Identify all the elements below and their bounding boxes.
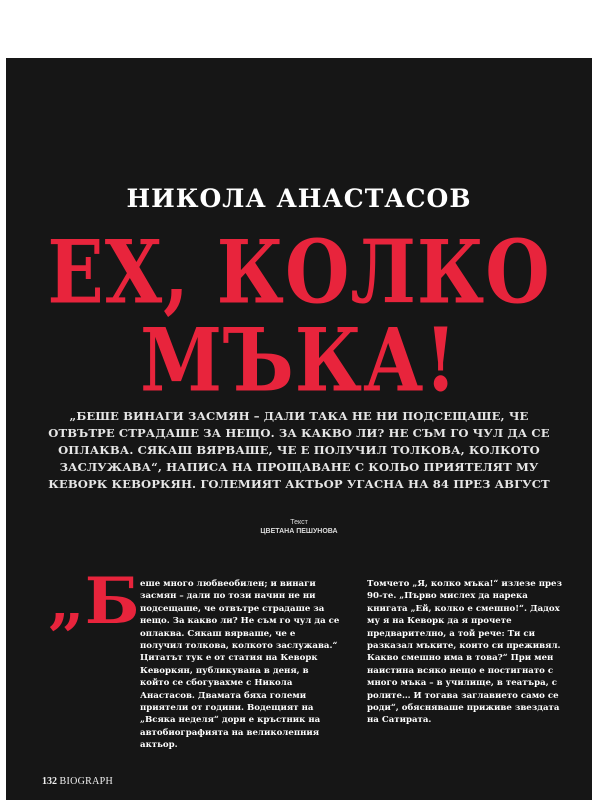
author-credit <box>186 518 412 537</box>
credit-name: ЦВЕТАНА ПЕШУНОВА <box>260 528 338 535</box>
article-lead: „БЕШЕ ВИНАГИ ЗАСМЯН – ДАЛИ ТАКА НЕ НИ ПОДСЕЩАШЕ, ЧЕ ОТВЪТРЕ СТРАДАШЕ ЗА НЕЩО. ЗА КАКВО ЛИ? НЕ СЪМ ГО ЧУЛ ДА СЕ ОПЛАКВА. СЯКАШ ВЯРВАШЕ, ЧЕ Е ПОЛУЧИЛ ТОЛКОВА, КОЛКОТО ЗАСЛУЖАВА“, НАПИСА НА ПРОЩАВАНЕ С КОЛЬО ПРИЯТЕЛЯТ МУ КЕВОРК КЕВОРКЯН. ГОЛЕМИЯТ АКТЬОР УГАСНА НА 84 ПРЕЗ АВГУСТ <box>48 409 550 491</box>
magazine-name: BIOGRAPH <box>59 776 114 787</box>
article-kicker: НИКОЛА АНАСТАСОВ <box>126 184 472 213</box>
headline-line-1: ЕХ, КОЛКО <box>47 222 551 324</box>
body-column-2: Томчето „Я, колко мъка!“ излезе през 90-те. „Първо мислех да нарека книгата „Ей, колко е смешно!“. Дадох му я на Кеворк да я прочете предварително, а той рече: Ти си разказал мъките, които си преживял. Какво смешно има в това?“ При мен наистина всяко нещо е постигнато с много мъка – в училище, в театъра, с ролите… И тогава заглавието само се роди“, обясняваше приживе звездата на Сатирата. <box>367 579 562 726</box>
credit-label: Текст <box>290 519 308 526</box>
headline-line-2: МЪКА! <box>140 310 458 412</box>
body-column-1: еше много любвеобилен; и винаги засмян – дали по този начин не ни подсещаше, че отвътре страдаше за нещо. За какво ли? Не съм го чул да се оплаква. Сякаш вярваше, че е получил толкова, колкото заслужава.“ Цитатът тук е от статия на Кеворк Кеворкян, публикувана в деня, в който се сбогувахме с Никола Анастасов. Двамата бяха големи приятели от години. Водещият на „Всяка неделя“ дори е кръстник на автобиографията на великолепния актьор. <box>140 579 340 751</box>
page-number: 132 <box>42 776 57 787</box>
magazine-page <box>6 58 592 800</box>
page-footer <box>42 776 113 787</box>
dropcap: „Б <box>48 564 140 639</box>
